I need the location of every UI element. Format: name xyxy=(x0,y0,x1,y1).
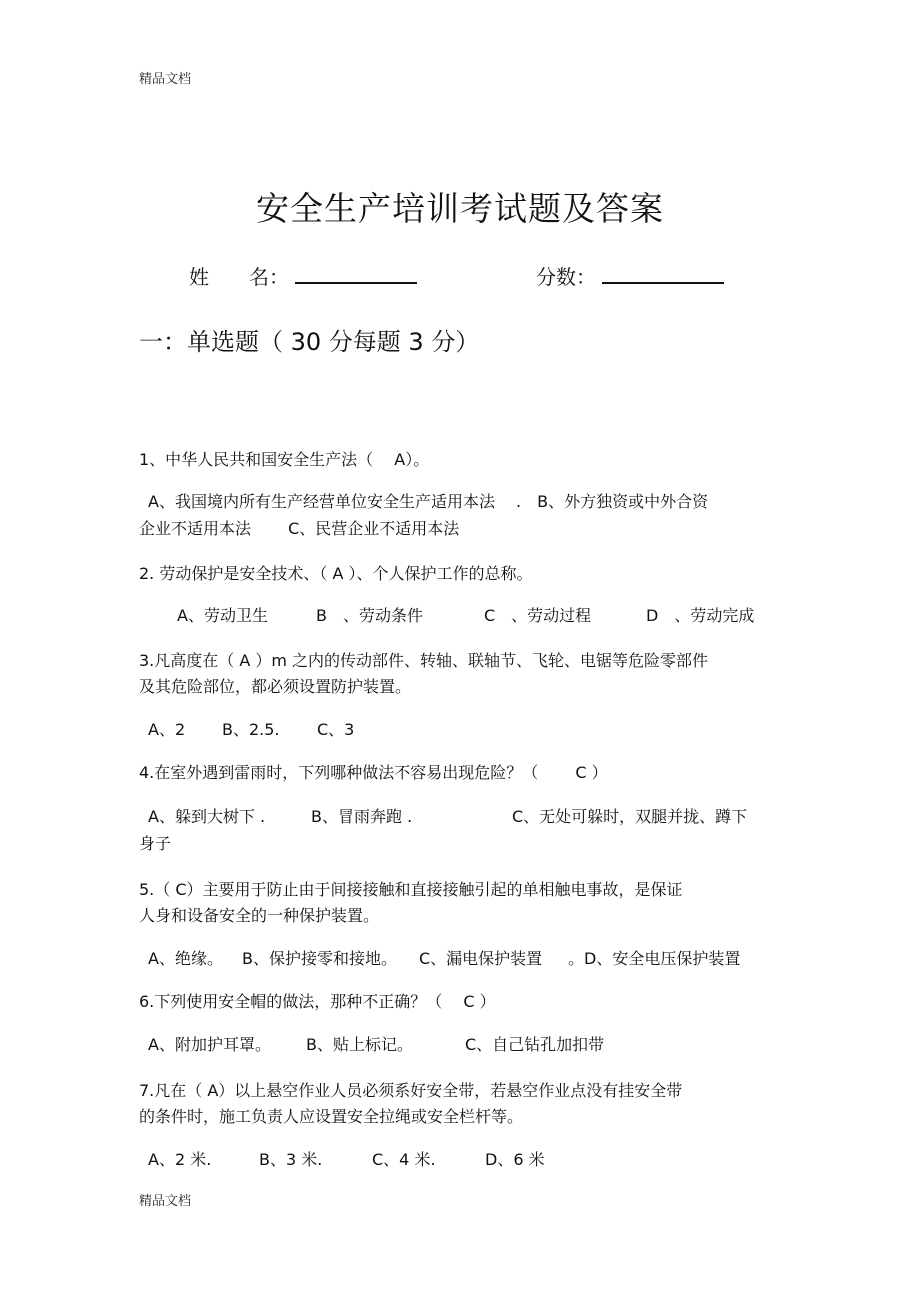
question-5-option-d: 。D、安全电压保护装置 xyxy=(568,949,741,968)
question-6-stem: 6.下列使用安全帽的做法，那种不正确？（ C ） xyxy=(139,992,496,1011)
score-blank xyxy=(602,258,724,284)
question-6-option-a: A、附加护耳罩。 xyxy=(148,1035,271,1054)
question-2-option-c: C 、劳动过程 xyxy=(484,606,592,625)
page-header: 精品文档 xyxy=(139,72,192,87)
question-7-option-b: B、3 米. xyxy=(259,1150,323,1169)
question-3-stem-line2: 及其危险部位，都必须设置防护装置。 xyxy=(139,677,412,696)
question-4-option-b: B、冒雨奔跑 . xyxy=(311,807,413,826)
question-4-option-a: A、躲到大树下 . xyxy=(148,807,266,826)
question-2-option-b: B 、劳动条件 xyxy=(316,606,423,625)
question-7-option-d: D、6 米 xyxy=(485,1150,545,1169)
question-7-stem-line2: 的条件时，施工负责人应设置安全拉绳或安全栏杆等。 xyxy=(139,1107,524,1126)
question-7-stem-line1: 7.凡在（ A）以上悬空作业人员必须系好安全带，若悬空作业点没有挂安全带 xyxy=(139,1081,683,1100)
question-5-option-b: B、保护接零和接地。 xyxy=(242,949,397,968)
question-4-options-line2: 身子 xyxy=(139,834,172,853)
question-2-stem: 2. 劳动保护是安全技术、（ A ）、个人保护工作的总称。 xyxy=(139,564,533,583)
question-2-option-a: A、劳动卫生 xyxy=(177,606,268,625)
section-title: 一：单选题（ 30 分每题 3 分） xyxy=(139,328,480,356)
question-5-stem-line2: 人身和设备安全的一种保护装置。 xyxy=(139,906,380,925)
question-5-stem-line1: 5.（ C）主要用于防止由于间接接触和直接接触引起的单相触电事故，是保证 xyxy=(139,880,683,899)
score-field xyxy=(536,258,724,290)
question-7-option-a: A、2 米. xyxy=(148,1150,212,1169)
question-5-option-a: A、绝缘。 xyxy=(148,949,223,968)
question-3-stem-line1: 3.凡高度在（ A ）m 之内的传动部件、转轴、联轴节、飞轮、电锯等危险零部件 xyxy=(139,651,709,670)
question-4-option-c: C、无处可躲时，双腿并拢、蹲下 xyxy=(512,807,748,826)
name-blank xyxy=(295,258,417,284)
question-1-options-line2: 企业不适用本法 C、民营企业不适用本法 xyxy=(139,519,460,538)
question-4-stem: 4.在室外遇到雷雨时，下列哪种做法不容易出现危险？（ C ） xyxy=(139,763,608,782)
page-footer: 精品文档 xyxy=(139,1194,192,1209)
score-label: 分数： xyxy=(536,265,596,289)
name-label: 姓 名： xyxy=(189,265,289,289)
question-1-stem: 1、中华人民共和国安全生产法（ A）。 xyxy=(139,450,430,469)
question-6-option-b: B、贴上标记。 xyxy=(306,1035,413,1054)
question-3-option-c: C、3 xyxy=(317,720,355,739)
question-3-option-a: A、2 xyxy=(148,720,186,739)
question-5-option-c: C、漏电保护装置 xyxy=(419,949,543,968)
question-2-option-d: D 、劳动完成 xyxy=(646,606,755,625)
document-title: 安全生产培训考试题及答案 xyxy=(256,189,664,228)
question-3-option-b: B、2.5. xyxy=(222,720,280,739)
question-7-option-c: C、4 米. xyxy=(372,1150,436,1169)
question-6-option-c: C、自己钻孔加扣带 xyxy=(465,1035,605,1054)
question-1-options-line1: A、我国境内所有生产经营单位安全生产适用本法 . B、外方独资或中外合资 xyxy=(148,492,709,511)
name-field xyxy=(189,258,417,290)
